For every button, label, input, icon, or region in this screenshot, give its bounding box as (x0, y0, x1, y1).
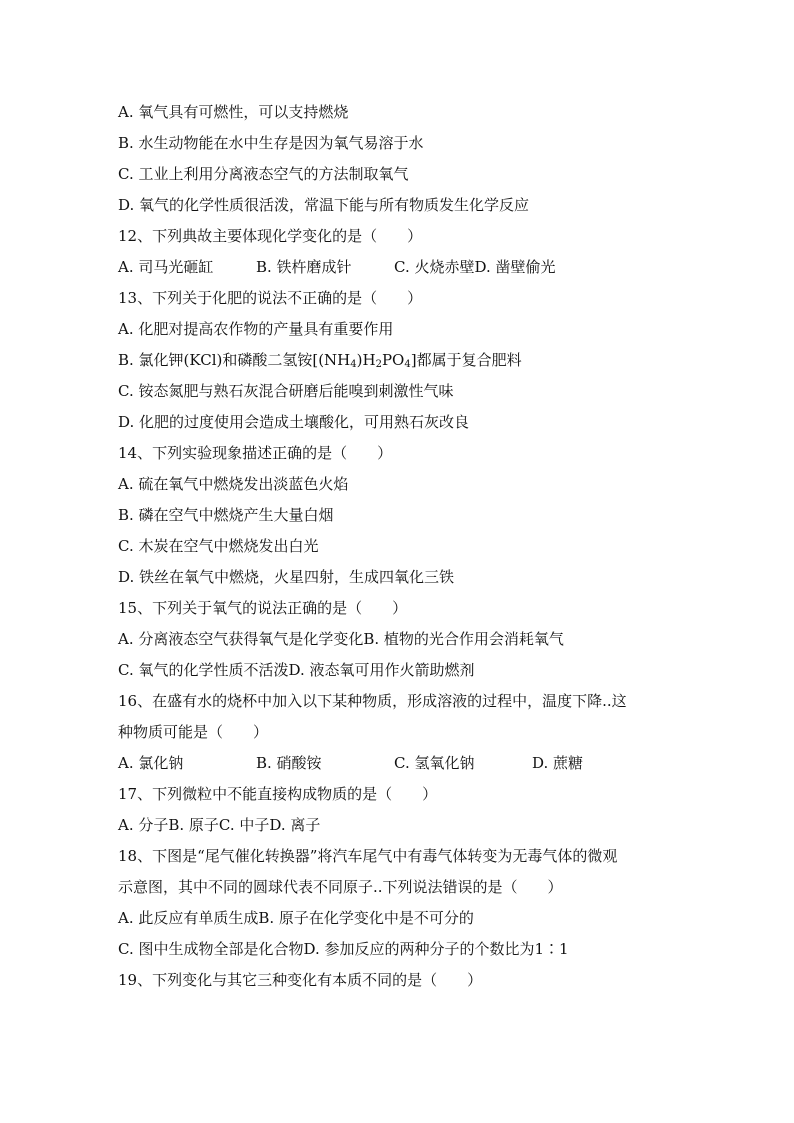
q16-option-b: B. 硝酸铵 (256, 754, 322, 772)
q15-options-cd: C. 氧气的化学性质不活泼D. 液态氧可用作火箭助燃剂 (118, 661, 475, 679)
q14-option-b: B. 磷在空气中燃烧产生大量白烟 (118, 506, 334, 524)
q16-option-a: A. 氯化钠 (118, 754, 184, 772)
q12-options (118, 255, 678, 286)
q14-option-a: A. 硫在氧气中燃烧发出淡蓝色火焰 (118, 475, 349, 493)
q12-option-b: B. 铁杵磨成针 (256, 258, 352, 276)
question-19: 19、下列变化与其它三种变化有本质不同的是（ ） (118, 971, 483, 989)
question-12: 12、下列典故主要体现化学变化的是（ ） (118, 227, 423, 245)
question-18-line-1: 18、下图是“尾气催化转换器”将汽车尾气中有毒气体转变为无毒气体的微观 (118, 847, 618, 865)
q11-option-d: D. 氧气的化学性质很活泼，常温下能与所有物质发生化学反应 (118, 196, 530, 214)
q18-options-cd: C. 图中生成物全部是化合物D. 参加反应的两种分子的个数比为1∶1 (118, 940, 569, 958)
q11-option-c: C. 工业上利用分离液态空气的方法制取氧气 (118, 165, 409, 183)
q16-option-d: D. 蔗糖 (532, 754, 584, 772)
q18-options-ab: A. 此反应有单质生成B. 原子在化学变化中是不可分的 (118, 909, 474, 927)
q11-option-a: A. 氧气具有可燃性，可以支持燃烧 (118, 103, 349, 121)
question-16-line-2: 种物质可能是（ ） (118, 723, 269, 741)
question-14: 14、下列实验现象描述正确的是（ ） (118, 444, 393, 462)
question-content (118, 100, 678, 999)
q14-option-d: D. 铁丝在氧气中燃烧，火星四射，生成四氧化三铁 (118, 568, 455, 586)
q13-option-c: C. 铵态氮肥与熟石灰混合研磨后能嗅到刺激性气味 (118, 382, 454, 400)
q17-options: A. 分子B. 原子C. 中子D. 离子 (118, 816, 321, 834)
q13-option-b: B. 氯化钾(KCl)和磷酸二氢铵$[(NH_4)H_2PO_4]$都属于复合肥料 (118, 351, 522, 370)
q15-options-ab: A. 分离液态空气获得氧气是化学变化B. 植物的光合作用会消耗氧气 (118, 630, 564, 648)
question-13: 13、下列关于化肥的说法不正确的是（ ） (118, 289, 423, 307)
q13-option-a: A. 化肥对提高农作物的产量具有重要作用 (118, 320, 394, 338)
question-15: 15、下列关于氧气的说法正确的是（ ） (118, 599, 408, 617)
question-16-line-1: 16、在盛有水的烧杯中加入以下某种物质，形成溶液的过程中，温度下降..这 (118, 692, 627, 710)
question-18-line-2: 示意图，其中不同的圆球代表不同原子..下列说法错误的是（ ） (118, 878, 563, 896)
q12-option-cd: C. 火烧赤壁D. 凿壁偷光 (394, 258, 556, 276)
q16-options (118, 751, 678, 782)
q12-option-a: A. 司马光砸缸 (118, 258, 214, 276)
q14-option-c: C. 木炭在空气中燃烧发出白光 (118, 537, 319, 555)
q13-option-d: D. 化肥的过度使用会造成土壤酸化，可用熟石灰改良 (118, 413, 470, 431)
q16-option-c: C. 氢氧化钠 (394, 754, 475, 772)
q11-option-b: B. 水生动物能在水中生存是因为氧气易溶于水 (118, 134, 424, 152)
question-17: 17、下列微粒中不能直接构成物质的是（ ） (118, 785, 438, 803)
